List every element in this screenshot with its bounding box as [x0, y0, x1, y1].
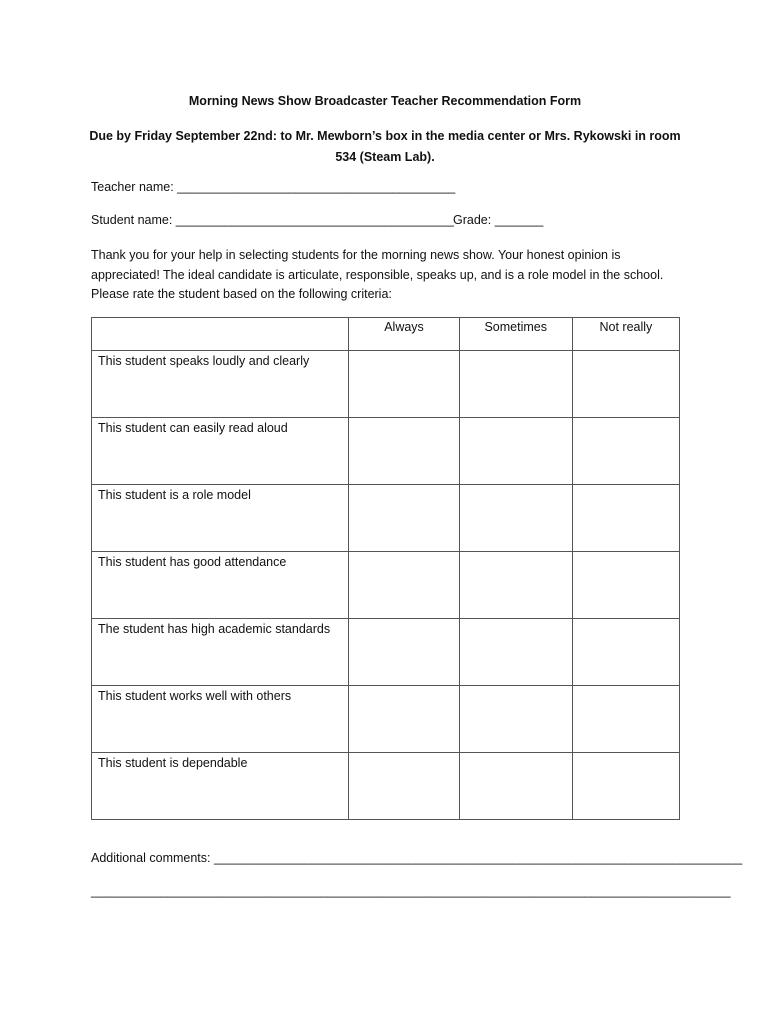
criterion-cell: [92, 418, 349, 485]
table-row: [92, 686, 680, 753]
rating-header-row: [92, 318, 680, 351]
rating-cell-sometimes[interactable]: [459, 619, 572, 686]
grade-label: Grade:: [453, 213, 495, 227]
criterion-label: This student works well with others: [98, 689, 292, 703]
table-row: [92, 418, 680, 485]
teacher-name-blank[interactable]: ________________________________________: [177, 180, 456, 194]
table-row: [92, 552, 680, 619]
additional-comments-field[interactable]: [91, 851, 742, 865]
rating-cell-sometimes[interactable]: [459, 753, 572, 820]
rating-cell-always[interactable]: [349, 552, 459, 619]
teacher-name-label: Teacher name:: [91, 180, 178, 194]
due-date-line-1: Due by Friday September 22nd: to Mr. Mewborn’s box in the media center or Mrs. Rykowski in room: [89, 129, 681, 143]
criterion-label: The student has high academic standards: [98, 622, 331, 636]
grade-field[interactable]: [453, 213, 543, 227]
criterion-cell: [92, 485, 349, 552]
rating-cell-sometimes[interactable]: [459, 552, 572, 619]
intro-paragraph: Thank you for your help in selecting students for the morning news show. Your honest opinion is appreciated! The ideal candidate is articulate, responsible, speaks up, and is a role model in the school. Please rate the student based on the following criteria:: [91, 248, 664, 301]
criterion-label: This student speaks loudly and clearly: [98, 354, 310, 368]
rating-cell-not-really[interactable]: [572, 686, 679, 753]
header-always: Always: [349, 318, 459, 351]
criterion-label: This student can easily read aloud: [98, 421, 288, 435]
student-name-label: Student name:: [91, 213, 176, 227]
due-date-line-2: 534 (Steam Lab).: [335, 150, 435, 164]
additional-comments-label: Additional comments:: [91, 851, 214, 865]
criterion-cell: [92, 686, 349, 753]
rating-cell-not-really[interactable]: [572, 351, 679, 418]
rating-cell-not-really[interactable]: [572, 753, 679, 820]
criterion-label: This student has good attendance: [98, 555, 287, 569]
teacher-name-field[interactable]: [91, 180, 455, 194]
form-title: Morning News Show Broadcaster Teacher Recommendation Form: [188, 94, 582, 108]
criterion-cell: [92, 753, 349, 820]
table-row: [92, 753, 680, 820]
due-date-notice: [80, 126, 690, 168]
rating-cell-always[interactable]: [349, 351, 459, 418]
student-name-field[interactable]: [91, 213, 454, 227]
header-not-really: Not really: [572, 318, 679, 351]
header-criteria: [92, 318, 349, 351]
rating-cell-not-really[interactable]: [572, 418, 679, 485]
rating-cell-always[interactable]: [349, 619, 459, 686]
criterion-cell: [92, 552, 349, 619]
rating-cell-not-really[interactable]: [572, 552, 679, 619]
table-row: [92, 351, 680, 418]
rating-cell-sometimes[interactable]: [459, 485, 572, 552]
rating-cell-always[interactable]: [349, 686, 459, 753]
rating-cell-always[interactable]: [349, 485, 459, 552]
rating-cell-not-really[interactable]: [572, 619, 679, 686]
rating-cell-sometimes[interactable]: [459, 351, 572, 418]
criterion-label: This student is dependable: [98, 756, 248, 770]
rating-cell-always[interactable]: [349, 753, 459, 820]
rating-cell-sometimes[interactable]: [459, 686, 572, 753]
table-row: [92, 485, 680, 552]
criterion-label: This student is a role model: [98, 488, 251, 502]
student-name-blank[interactable]: ________________________________________: [175, 213, 454, 227]
table-row: [92, 619, 680, 686]
additional-comments-blank[interactable]: ____________________________________________________________________________: [213, 851, 743, 865]
header-sometimes: Sometimes: [459, 318, 572, 351]
criterion-cell: [92, 351, 349, 418]
rating-cell-not-really[interactable]: [572, 485, 679, 552]
rating-cell-sometimes[interactable]: [459, 418, 572, 485]
rating-cell-always[interactable]: [349, 418, 459, 485]
grade-blank[interactable]: _______: [494, 213, 544, 227]
criterion-cell: [92, 619, 349, 686]
rating-table: [91, 317, 680, 820]
additional-comments-blank-2[interactable]: ____________________________________________________________________________________________: [91, 884, 731, 898]
